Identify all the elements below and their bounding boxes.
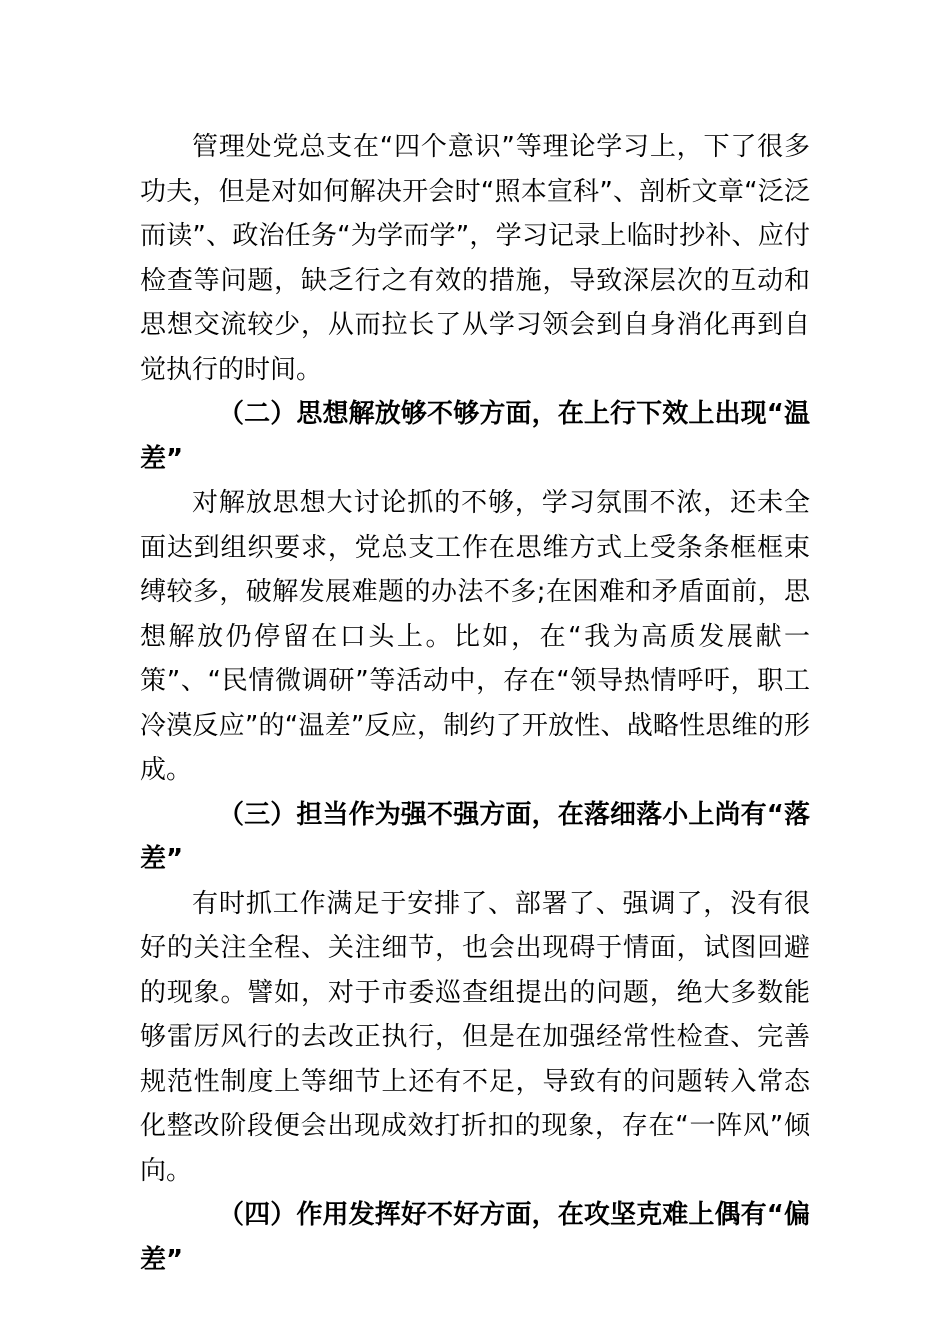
section-heading-2: （二）思想解放够不够方面，在上行下效上出现“温差” xyxy=(140,399,810,474)
paragraph-thought-liberation: 对解放思想大讨论抓的不够，学习氛围不浓，还未全面达到组织要求，党总支工作在思维方式上受条条框框束缚较多，破解发展难题的办法不多;在困难和矛盾面前，思想解放仍停留在口头上。比如，在“我为高质发展献一策”、“民情微调研”等活动中，存在“领导热情呼吁，职工冷漠反应”的“温差”反应，制约了开放性、战略性思维的形成。 xyxy=(140,488,810,785)
paragraph-study: 管理处党总支在“四个意识”等理论学习上，下了很多功夫，但是对如何解决开会时“照本宣科”、剖析文章“泛泛而读”、政治任务“为学而学”，学习记录上临时抄补、应付检查等问题，缺乏行之有效的措施，导致深层次的互动和思想交流较少，从而拉长了从学习领会到自身消化再到自觉执行的时间。 xyxy=(140,132,810,385)
paragraph-responsibility: 有时抓工作满足于安排了、部署了、强调了，没有很好的关注全程、关注细节，也会出现碍于情面，试图回避的现象。譬如，对于市委巡查组提出的问题，绝大多数能够雷厉风行的去改正执行，但是在加强经常性检查、完善规范性制度上等细节上还有不足，导致有的问题转入常态化整改阶段便会出现成效打折扣的现象，存在“一阵风”倾向。 xyxy=(140,888,810,1186)
section-heading-3: （三）担当作为强不强方面，在落细落小上尚有“落差” xyxy=(140,799,810,874)
document-body xyxy=(140,125,810,1282)
section-heading-4: （四）作用发挥好不好方面，在攻坚克难上偶有“偏差” xyxy=(140,1200,810,1275)
